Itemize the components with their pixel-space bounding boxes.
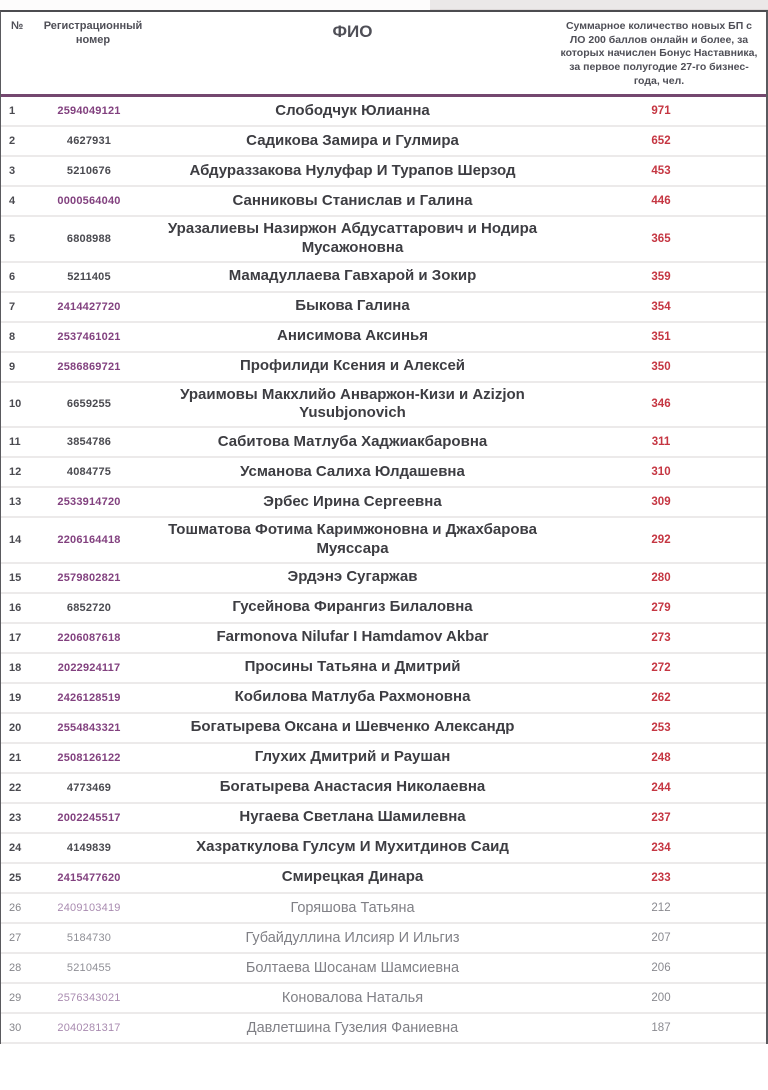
row-rank: 21: [9, 751, 22, 764]
points-count: 346: [651, 398, 671, 411]
member-name: Гусейнова Фирангиз Билаловна: [232, 598, 473, 616]
points-count: 359: [651, 270, 671, 283]
points-count: 207: [651, 931, 671, 944]
strip-left: [0, 0, 430, 10]
registration-number: 2022924117: [57, 661, 121, 674]
row-rank: 11: [9, 436, 21, 449]
member-name: Ураимовы Макхлийо Анваржон-Кизи и Azizjon Yusubjonovich: [180, 385, 525, 422]
row-rank: 23: [9, 811, 22, 824]
registration-number: 2554843321: [57, 721, 121, 734]
table-row: [1, 984, 766, 1014]
table-row: [1, 263, 766, 293]
table-body: [1, 97, 766, 1044]
row-rank: 5: [9, 232, 16, 245]
table-row: [1, 217, 766, 263]
row-rank: 9: [9, 360, 16, 373]
registration-number: 5210676: [66, 165, 112, 178]
member-name: Смирецкая Динара: [281, 868, 424, 886]
table-row: [1, 864, 766, 894]
registration-number: 2579802821: [57, 571, 121, 584]
registration-number: 0000564040: [57, 195, 121, 208]
registration-number: 6659255: [66, 398, 112, 411]
points-count: 280: [651, 571, 671, 584]
points-count: 200: [651, 991, 671, 1004]
points-count: 309: [651, 496, 671, 509]
table-row: [1, 488, 766, 518]
table-row: [1, 744, 766, 774]
table-row: [1, 157, 766, 187]
member-name: Санниковы Станислав и Галина: [232, 191, 473, 209]
member-name: Коновалова Наталья: [281, 989, 424, 1006]
row-rank: 4: [9, 195, 16, 208]
points-count: 350: [651, 360, 671, 373]
member-name: Усманова Салиха Юлдашевна: [240, 462, 465, 480]
header-index: №: [11, 20, 24, 32]
table-row: [1, 127, 766, 157]
row-rank: 3: [9, 165, 16, 178]
member-name: Уразалиевы Назиржон Абдусаттарович и Нодира Мусажоновна: [167, 220, 538, 256]
window-background-strip: [0, 0, 768, 10]
table-row: [1, 293, 766, 323]
registration-number: 2586869721: [57, 360, 121, 373]
row-rank: 1: [9, 105, 16, 118]
points-count: 351: [651, 330, 671, 343]
points-count: 212: [651, 901, 671, 914]
registration-number: 2426128519: [57, 691, 121, 704]
member-name: Нугаева Светлана Шамилевна: [239, 808, 466, 826]
row-rank: 29: [9, 991, 22, 1004]
member-name: Абдураззакова Нулуфар И Турапов Шерзод: [189, 161, 516, 179]
points-count: 354: [651, 300, 671, 313]
points-count: 234: [651, 841, 671, 854]
row-rank: 2: [9, 135, 16, 148]
points-count: 206: [651, 961, 671, 974]
points-count: 365: [651, 232, 671, 245]
row-rank: 27: [9, 931, 22, 944]
registration-number: 2533914720: [57, 496, 121, 509]
registration-number: 5184730: [66, 931, 112, 944]
registration-number: 4084775: [66, 466, 112, 479]
member-name: Кобилова Матлуба Рахмоновна: [234, 688, 471, 706]
row-rank: 6: [9, 270, 16, 283]
table-row: [1, 1014, 766, 1044]
member-name: Сабитова Матлуба Хаджиакбаровна: [217, 432, 488, 450]
points-count: 292: [651, 533, 671, 546]
row-rank: 15: [9, 571, 22, 584]
registration-number: 3854786: [66, 436, 112, 449]
member-name: Глухих Дмитрий и Раушан: [254, 748, 451, 766]
registration-number: 4149839: [66, 841, 112, 854]
row-rank: 19: [9, 691, 22, 704]
member-name: Слободчук Юлианна: [275, 101, 430, 119]
registration-number: 4627931: [66, 135, 112, 148]
row-rank: 13: [9, 496, 22, 509]
registration-number: 5210455: [66, 961, 112, 974]
registration-number: 2040281317: [57, 1021, 121, 1034]
strip-right: [430, 0, 768, 10]
table-row: [1, 924, 766, 954]
table-row: [1, 834, 766, 864]
member-name: Эрбес Ирина Сергеевна: [263, 492, 442, 510]
table-row: [1, 954, 766, 984]
table-row: [1, 187, 766, 217]
table-row: [1, 624, 766, 654]
registration-number: 2594049121: [57, 105, 121, 118]
table-header: [1, 12, 766, 97]
registration-number: 2415477620: [57, 871, 121, 884]
row-rank: 17: [9, 631, 22, 644]
points-count: 453: [651, 165, 671, 178]
registration-number: 6852720: [66, 601, 112, 614]
points-count: 244: [651, 781, 671, 794]
row-rank: 10: [9, 398, 22, 411]
member-name: Садикова Замира и Гулмира: [246, 131, 459, 149]
points-count: 279: [651, 601, 671, 614]
member-name: Губайдуллина Илсияр И Ильгиз: [245, 929, 460, 946]
registration-number: 5211405: [67, 270, 111, 283]
row-rank: 16: [9, 601, 22, 614]
row-rank: 7: [9, 300, 16, 313]
points-count: 273: [651, 631, 671, 644]
table-row: [1, 804, 766, 834]
points-count: 253: [651, 721, 671, 734]
table-row: [1, 323, 766, 353]
registration-number: 6808988: [66, 232, 112, 245]
points-count: 272: [651, 661, 671, 674]
points-count: 237: [651, 811, 671, 824]
member-name: Мамадуллаева Гавхарой и Зокир: [228, 267, 477, 285]
row-rank: 20: [9, 721, 22, 734]
header-points-description: Суммарное количество новых БП с ЛО 200 баллов онлайн и более, за которых начислен Бонус Наставника, за первое полугодие 27-го бизнес-года, чел.: [560, 20, 758, 87]
row-rank: 18: [9, 661, 22, 674]
points-count: 262: [651, 691, 671, 704]
header-registration-number: Регистрационный номер: [43, 20, 143, 46]
table-row: [1, 714, 766, 744]
row-rank: 30: [9, 1021, 22, 1034]
points-count: 233: [651, 871, 671, 884]
member-name: Хазраткулова Гулсум И Мухитдинов Саид: [196, 838, 509, 856]
member-name: Просины Татьяна и Дмитрий: [244, 658, 461, 676]
points-count: 971: [651, 105, 671, 118]
registration-number: 2414427720: [57, 300, 121, 313]
member-name: Богатырева Оксана и Шевченко Александр: [190, 718, 515, 736]
table-row: [1, 594, 766, 624]
table-row: [1, 654, 766, 684]
member-name: Эрдэнэ Сугаржав: [287, 568, 418, 586]
registration-number: 2576343021: [57, 991, 121, 1004]
member-name: Болтаева Шосанам Шамсиевна: [245, 959, 460, 976]
registration-number: 2002245517: [57, 811, 121, 824]
table-row: [1, 894, 766, 924]
registration-number: 2409103419: [57, 901, 121, 914]
member-name: Анисимова Аксинья: [276, 327, 428, 345]
points-count: 248: [651, 751, 671, 764]
table-row: [1, 353, 766, 383]
leaderboard-table: [0, 10, 768, 1044]
table-row: [1, 97, 766, 127]
points-count: 310: [651, 466, 671, 479]
registration-number: 4773469: [66, 781, 112, 794]
row-rank: 12: [9, 466, 22, 479]
member-name: Профилиди Ксения и Алексей: [239, 357, 466, 375]
registration-number: 2508126122: [57, 751, 121, 764]
table-row: [1, 458, 766, 488]
row-rank: 26: [9, 901, 22, 914]
points-count: 446: [651, 195, 671, 208]
table-row: [1, 428, 766, 458]
table-row: [1, 518, 766, 564]
registration-number: 2537461021: [57, 330, 121, 343]
member-name: Farmonova Nilufar I Hamdamov Akbar: [216, 628, 489, 646]
registration-number: 2206164418: [57, 533, 121, 546]
table-row: [1, 684, 766, 714]
row-rank: 8: [9, 330, 16, 343]
header-full-name: ФИО: [332, 22, 373, 41]
points-count: 187: [651, 1021, 671, 1034]
table-row: [1, 564, 766, 594]
row-rank: 24: [9, 841, 22, 854]
member-name: Быкова Галина: [295, 297, 410, 315]
member-name: Горяшова Татьяна: [290, 899, 415, 916]
points-count: 652: [651, 135, 671, 148]
table-row: [1, 383, 766, 429]
table-row: [1, 774, 766, 804]
row-rank: 28: [9, 961, 22, 974]
row-rank: 14: [9, 533, 22, 546]
member-name: Тошматова Фотима Каримжоновна и Джахбарова Муяссара: [168, 521, 537, 557]
member-name: Богатырева Анастасия Николаевна: [219, 778, 486, 796]
row-rank: 22: [9, 781, 22, 794]
row-rank: 25: [9, 871, 22, 884]
points-count: 311: [651, 436, 671, 449]
member-name: Давлетшина Гузелия Фаниевна: [246, 1019, 459, 1036]
registration-number: 2206087618: [57, 631, 121, 644]
